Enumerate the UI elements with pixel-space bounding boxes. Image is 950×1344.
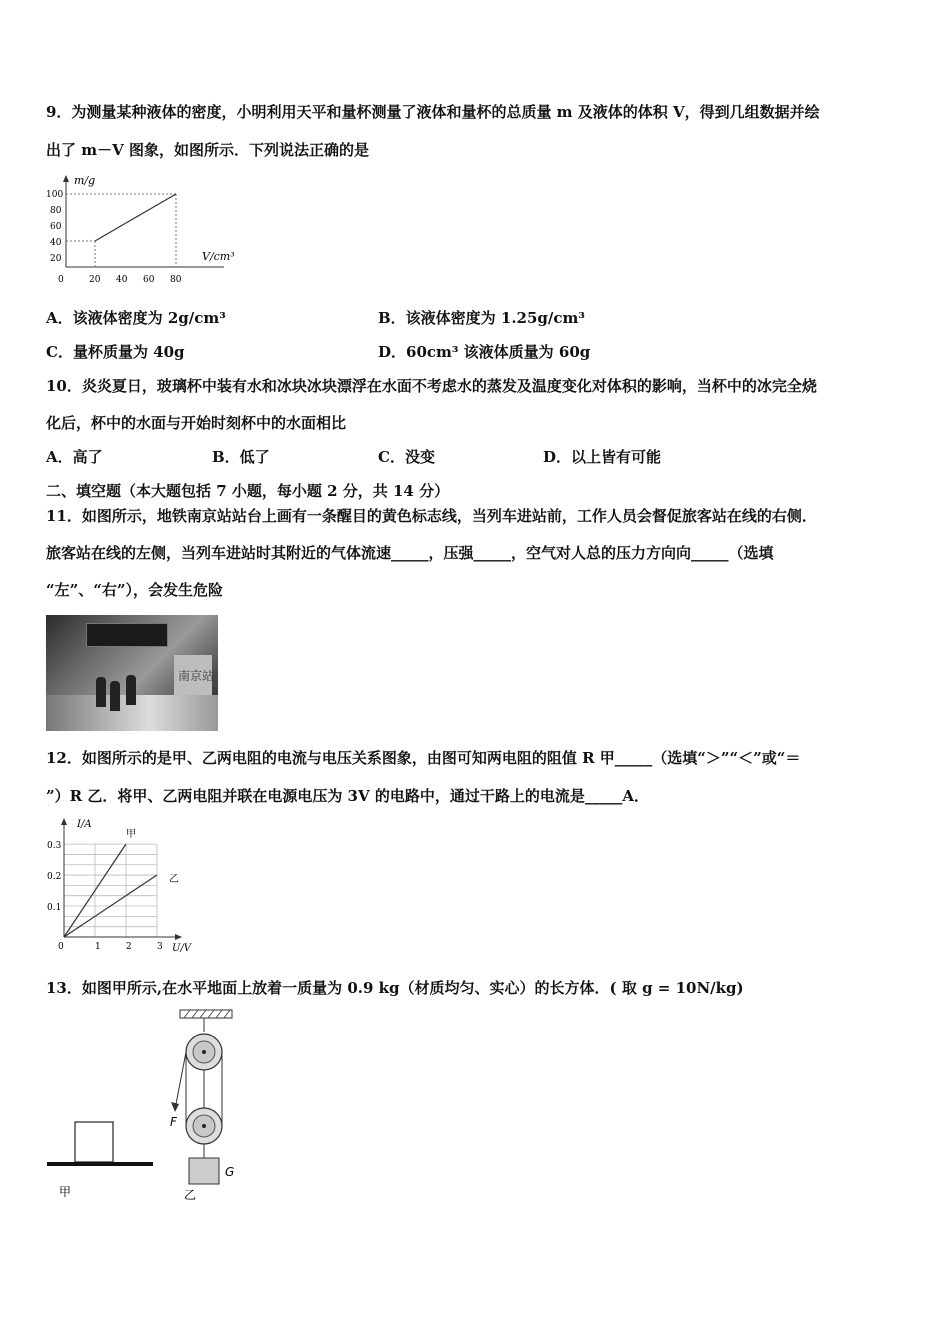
q12-line2: ”）R 乙．将甲、乙两电阻并联在电源电压为 3V 的电路中，通过干路上的电流是_____A． bbox=[46, 787, 649, 805]
q12-series-label-jia: 甲 bbox=[126, 829, 136, 840]
station-sign bbox=[86, 623, 168, 647]
section2-heading: 二、填空题（本大题包括 7 小题，每小题 2 分，共 14 分） bbox=[46, 482, 450, 500]
q11-subway-photo bbox=[46, 615, 218, 731]
q11-line1: 11．如图所示，地铁南京站站台上画有一条醒目的黄色标志线，当列车进站前，工作人员会督促旅客站在线的右侧． bbox=[46, 507, 817, 525]
q12-grid bbox=[64, 844, 157, 937]
q13-movable-pulley-axle bbox=[202, 1124, 206, 1128]
q9-option-b[interactable]: B．该液体密度为 1.25g/cm³ bbox=[378, 309, 585, 327]
q9-xtick: 40 bbox=[116, 275, 128, 285]
q9-origin: 0 bbox=[58, 275, 64, 285]
q12-ylabel: I/A bbox=[77, 819, 92, 830]
q12-x-arrow bbox=[175, 934, 182, 940]
q9-xlabel: V/cm³ bbox=[202, 250, 235, 263]
q12-ytick: 0.2 bbox=[47, 872, 62, 882]
q9-y-arrow bbox=[63, 175, 69, 182]
q12-xlabel: U/V bbox=[172, 943, 192, 954]
q9-option-c[interactable]: C．量杯质量为 40g bbox=[46, 343, 185, 361]
q12-y-arrow bbox=[61, 818, 67, 825]
q10-option-a[interactable]: A．高了 bbox=[46, 448, 103, 466]
passenger bbox=[126, 675, 136, 705]
q9-mv-graph bbox=[44, 172, 244, 290]
q9-line2: 出了 m－V 图象，如图所示．下列说法正确的是 bbox=[46, 141, 369, 159]
q10-option-d[interactable]: D．以上皆有可能 bbox=[543, 448, 662, 466]
q9-data-line bbox=[95, 194, 176, 241]
q12-xtick: 2 bbox=[126, 942, 132, 952]
q9-option-d[interactable]: D．60cm³ 该液体质量为 60g bbox=[378, 343, 591, 361]
q10-option-b[interactable]: B．低了 bbox=[212, 448, 270, 466]
q13-pull-rope bbox=[176, 1052, 186, 1104]
q9-ytick: 20 bbox=[50, 254, 62, 264]
q12-xtick: 1 bbox=[95, 942, 101, 952]
q11-line3: “左”、“右”），会发生危险 bbox=[46, 581, 224, 599]
q10-line1: 10．炎炎夏日，玻璃杯中装有水和冰块冰块漂浮在水面不考虑水的蒸发及温度变化对体积的影响，当杯中的冰完全烧 bbox=[46, 377, 817, 395]
q13-figure bbox=[44, 1008, 254, 1206]
q13-label-jia: 甲 bbox=[59, 1185, 72, 1199]
q12-series-label-yi: 乙 bbox=[169, 874, 179, 885]
q13-ground bbox=[47, 1162, 153, 1166]
q13-line1: 13．如图甲所示,在水平地面上放着一质量为 0.9 kg（材质均匀、实心）的长方体．( 取 g = 10N/kg) bbox=[46, 979, 744, 997]
passenger bbox=[96, 677, 106, 707]
q13-label-g: G bbox=[225, 1165, 235, 1179]
q12-iu-graph bbox=[44, 815, 214, 955]
q13-label-f: F bbox=[170, 1115, 177, 1129]
q12-xtick: 0 bbox=[58, 942, 64, 952]
q9-ytick: 100 bbox=[46, 190, 64, 200]
q9-ytick: 40 bbox=[50, 238, 62, 248]
q13-weight bbox=[189, 1158, 219, 1184]
passenger bbox=[110, 681, 120, 711]
q9-line1: 9．为测量某种液体的密度，小明利用天平和量杯测量了液体和量杯的总质量 m 及液体的体积 V，得到几组数据并绘 bbox=[46, 103, 820, 121]
q12-xtick: 3 bbox=[157, 942, 163, 952]
q13-fixed-pulley-axle bbox=[202, 1050, 206, 1054]
q9-xtick: 80 bbox=[170, 275, 182, 285]
q12-ytick: 0.3 bbox=[47, 841, 62, 851]
q9-ylabel: m/g bbox=[74, 174, 96, 187]
q9-option-a[interactable]: A．该液体密度为 2g/cm³ bbox=[46, 309, 226, 327]
q13-ceiling bbox=[180, 1010, 232, 1018]
q12-ytick: 0.1 bbox=[47, 903, 62, 913]
q12-series-group bbox=[64, 844, 157, 937]
q9-xtick: 20 bbox=[89, 275, 101, 285]
q10-line2: 化后，杯中的水面与开始时刻杯中的水面相比 bbox=[46, 414, 347, 432]
q13-label-yi: 乙 bbox=[184, 1188, 197, 1202]
q9-xtick: 60 bbox=[143, 275, 155, 285]
q13-block bbox=[75, 1122, 113, 1162]
q10-option-c[interactable]: C．没变 bbox=[378, 448, 435, 466]
station-name-text: 南京站 bbox=[178, 669, 215, 683]
q13-force-arrow bbox=[171, 1102, 179, 1112]
q11-line2: 旅客站在线的左侧，当列车进站时其附近的气体流速_____，压强_____，空气对人总的压力方向向_____（选填 bbox=[46, 544, 774, 562]
q9-ytick: 60 bbox=[50, 222, 62, 232]
q9-ytick: 80 bbox=[50, 206, 62, 216]
q12-line1: 12．如图所示的是甲、乙两电阻的电流与电压关系图象，由图可知两电阻的阻值 R 甲_____（选填“＞”“＜”或“＝ bbox=[46, 749, 801, 767]
